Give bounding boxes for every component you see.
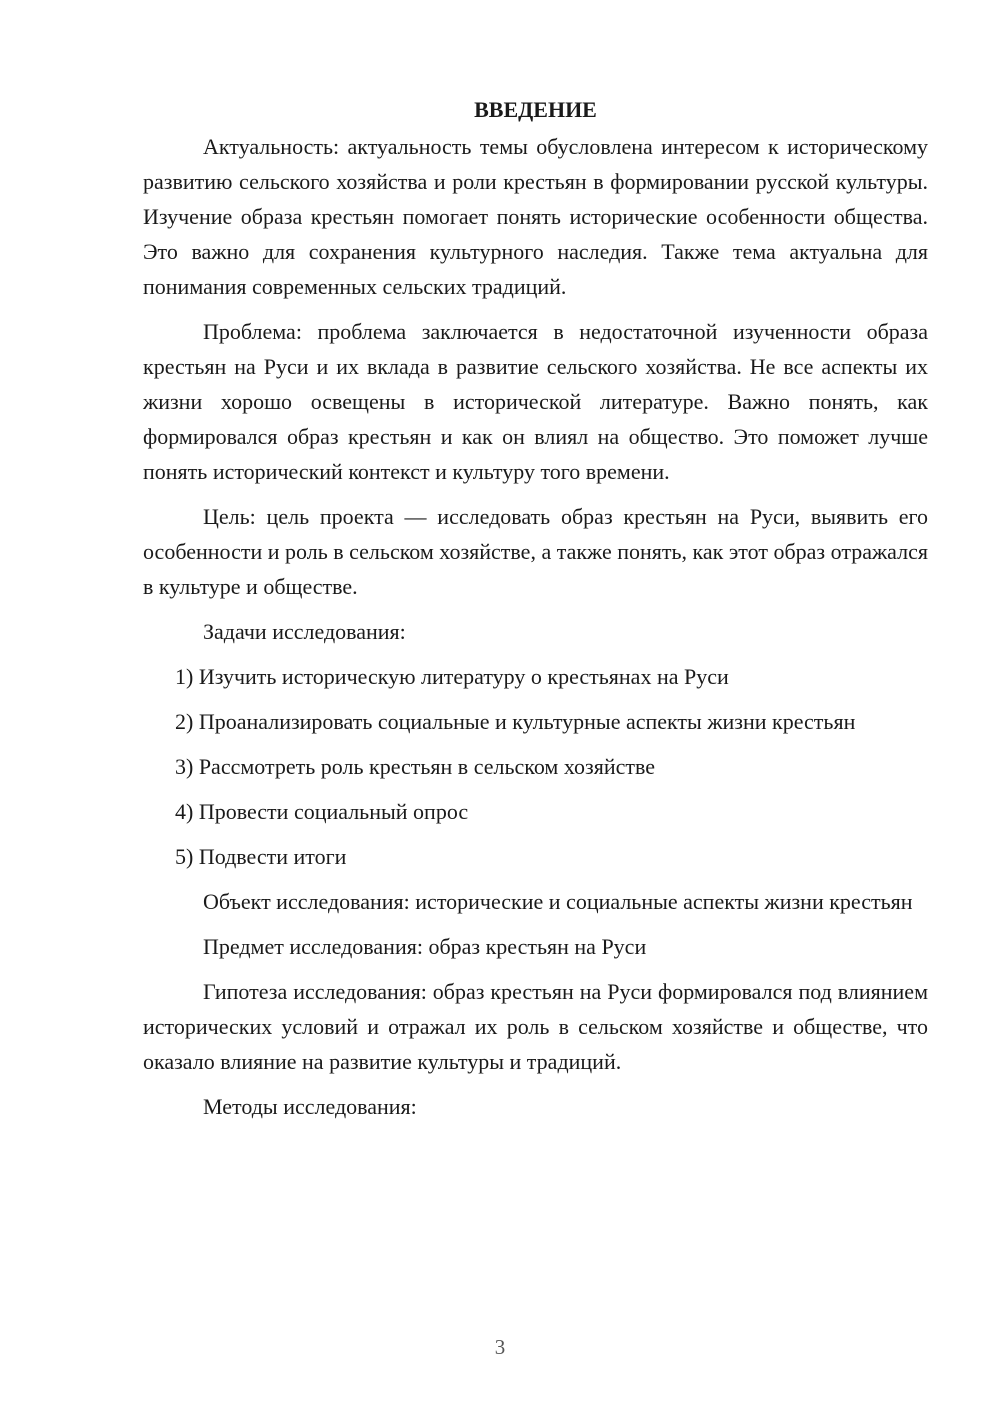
task-item: 1) Изучить историческую литературу о крестьянах на Руси	[175, 664, 729, 689]
section-heading: ВВЕДЕНИЕ	[474, 97, 597, 122]
hypothesis-paragraph: Гипотеза исследования: образ крестьян на Руси формировался под влиянием исторических условий и отражал их роль в сельском хозяйстве и обществе, что оказало влияние на развитие культуры и традиций.	[143, 979, 928, 1074]
task-item: 5) Подвести итоги	[175, 844, 347, 869]
task-item: 4) Провести социальный опрос	[175, 799, 469, 824]
goal-paragraph: Цель: цель проекта — исследовать образ крестьян на Руси, выявить его особенности и роль в сельском хозяйстве, а также понять, как этот образ отражался в культуре и обществе.	[143, 504, 928, 599]
page-number: 3	[494, 1335, 506, 1359]
object-paragraph: Объект исследования: исторические и социальные аспекты жизни крестьян	[203, 889, 913, 914]
page-content	[143, 92, 928, 1134]
task-item: 3) Рассмотреть роль крестьян в сельском хозяйстве	[175, 754, 655, 779]
relevance-paragraph: Актуальность: актуальность темы обусловлена интересом к историческому развитию сельского хозяйства и роли крестьян в формировании русской культуры. Изучение образа крестьян помогает понять исторические особенности общества. Это важно для сохранения культурного наследия. Также тема актуальна для понимания современных сельских традиций.	[143, 134, 928, 299]
methods-title: Методы исследования:	[203, 1094, 417, 1119]
problem-paragraph: Проблема: проблема заключается в недостаточной изученности образа крестьян на Руси и их вклада в развитие сельского хозяйства. Не все аспекты их жизни хорошо освещены в исторической литературе. Важно понять, как формировался образ крестьян и как он влиял на общество. Это поможет лучше понять исторический контекст и культуру того времени.	[143, 319, 928, 484]
task-item: 2) Проанализировать социальные и культурные аспекты жизни крестьян	[175, 709, 856, 734]
tasks-title: Задачи исследования:	[203, 619, 406, 644]
subject-paragraph: Предмет исследования: образ крестьян на Руси	[203, 934, 647, 959]
